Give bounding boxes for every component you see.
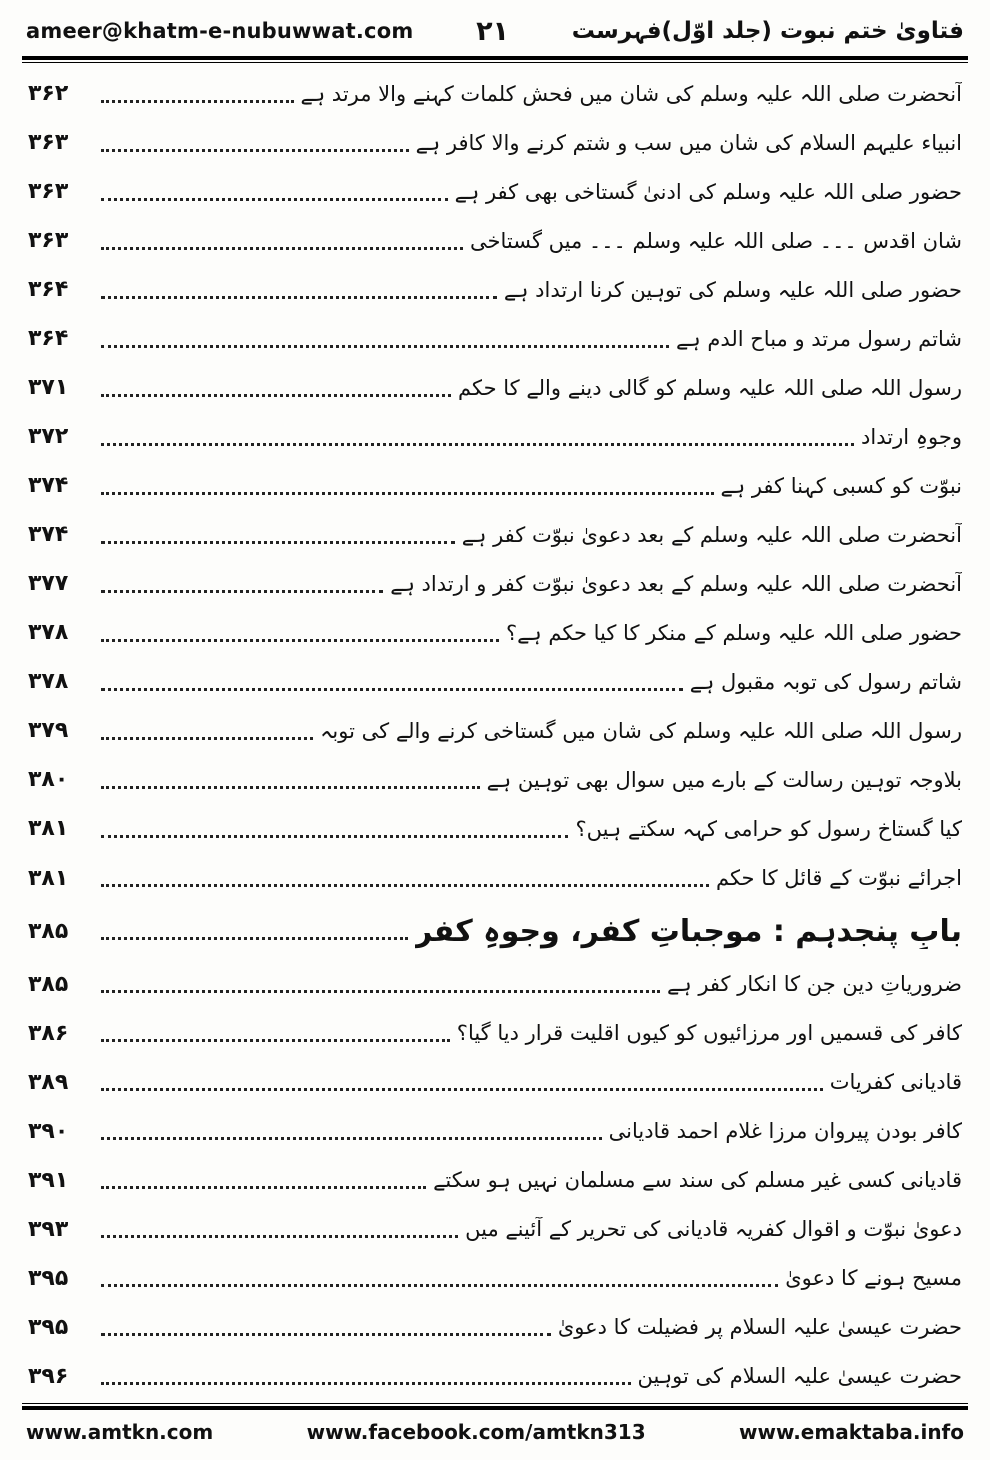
toc-entry-title: کیا گستاخِ رسول کو حرامی کہہ سکتے ہیں؟ xyxy=(575,816,962,841)
toc-entry-page-number: ۳۸۹ xyxy=(28,1069,69,1095)
header-page-number: ۲۱ xyxy=(476,15,510,47)
toc-entry-page-number: ۳۶۴ xyxy=(28,277,69,303)
toc-entry-title: آنحضرت صلی اللہ علیہ وسلم کے بعد دعویٰ نبوّت کفر و ارتداد ہے xyxy=(390,571,962,596)
page-header xyxy=(22,10,968,52)
dotted-leader xyxy=(101,1269,778,1287)
toc-entry-title: رسول اللہ صلی اللہ علیہ وسلم کی شان میں گستاخی کرنے والے کی توبہ xyxy=(320,718,962,743)
toc-entry-title: حضرت عیسیٰ علیہ السلام پر فضیلت کا دعویٰ xyxy=(557,1315,962,1340)
toc-entry xyxy=(28,1058,962,1106)
toc-entry-page-number: ۳۸۵ xyxy=(28,971,69,997)
toc-entry-title: شاتمِ رسول مرتد و مباح الدم ہے xyxy=(676,326,962,351)
toc-entry-title: حضور صلی اللہ علیہ وسلم کے منکر کا کیا حکم ہے؟ xyxy=(505,620,962,645)
toc-entry-page-number: ۳۶۳ xyxy=(28,130,69,156)
toc-entry-page-number: ۳۹۱ xyxy=(28,1167,69,1193)
toc-entry-title: حضور صلی اللہ علیہ وسلم کی ادنیٰ گستاخی بھی کفر ہے xyxy=(454,179,962,204)
toc-entry-title: بلاوجہ توہینِ رسالت کے بارے میں سوال بھی توہین ہے xyxy=(486,767,962,792)
toc-entry-page-number: ۳۷۲ xyxy=(28,424,69,450)
dotted-leader xyxy=(101,85,294,103)
dotted-leader xyxy=(101,134,409,152)
toc-entry xyxy=(28,960,962,1008)
toc-entry xyxy=(28,315,962,363)
toc-entry-title: آنحضرت صلی اللہ علیہ وسلم کے بعد دعویٰ نبوّت کفر ہے xyxy=(461,522,962,547)
dotted-leader xyxy=(101,722,313,740)
dotted-leader xyxy=(101,379,451,397)
toc-entry xyxy=(28,266,962,314)
dotted-leader xyxy=(101,1024,450,1042)
toc-entry xyxy=(28,1205,962,1253)
toc-entry xyxy=(28,805,962,853)
toc-entry-page-number: ۳۹۳ xyxy=(28,1216,69,1242)
dotted-leader xyxy=(101,1122,602,1140)
toc-entry-title: قادیانی کسی غیر مسلم کی سند سے مسلمان نہیں ہو سکتے xyxy=(433,1168,962,1193)
toc-entry xyxy=(28,707,962,755)
toc-entry xyxy=(28,1156,962,1204)
dotted-leader xyxy=(101,771,480,789)
toc-entry-title: بابِ پنجدہم : موجباتِ کفر، وجوہِ کفر xyxy=(414,913,962,949)
toc-entry xyxy=(28,70,962,118)
dotted-leader xyxy=(101,330,669,348)
toc-entry xyxy=(28,658,962,706)
toc-entry-title: مسیح ہونے کا دعویٰ xyxy=(785,1266,962,1291)
toc-entry-title: انبیاء علیہم السلام کی شان میں سب و شتم کرنے والا کافر ہے xyxy=(415,130,962,155)
toc-entry-page-number: ۳۹۰ xyxy=(28,1118,69,1144)
toc-list xyxy=(22,63,968,1403)
toc-entry-page-number: ۳۹۶ xyxy=(28,1363,69,1389)
toc-entry-title: قادیانی کفریات xyxy=(829,1070,962,1095)
footer-emaktaba-link: www.emaktaba.info xyxy=(739,1420,964,1444)
footer-amtkn-link: www.amtkn.com xyxy=(26,1420,214,1444)
toc-entry xyxy=(28,462,962,510)
toc-entry-page-number: ۳۶۲ xyxy=(28,81,69,107)
footer-facebook-link: www.facebook.com/amtkn313 xyxy=(306,1420,646,1444)
toc-entry-page-number: ۳۷۱ xyxy=(28,375,69,401)
toc-entry xyxy=(28,1009,962,1057)
dotted-leader xyxy=(101,975,660,993)
toc-entry-page-number: ۳۷۴ xyxy=(28,473,69,499)
toc-entry-title: دعویٰ نبوّت و اقوالِ کفریہ قادیانی کی تحریر کے آئینے میں xyxy=(465,1217,962,1242)
toc-entry-title: اجرائے نبوّت کے قائل کا حکم xyxy=(715,866,962,891)
toc-entry xyxy=(28,560,962,608)
toc-entry-page-number: ۳۷۸ xyxy=(28,620,69,646)
toc-entry xyxy=(28,903,962,959)
toc-entry-page-number: ۳۹۵ xyxy=(28,1314,69,1340)
dotted-leader xyxy=(101,1318,551,1336)
dotted-leader xyxy=(101,1171,426,1189)
toc-entry-title: نبوّت کو کسبی کہنا کفر ہے xyxy=(720,473,962,498)
toc-entry xyxy=(28,854,962,902)
dotted-leader xyxy=(101,232,463,250)
header-book-title: فتاویٰ ختم نبوت (جلد اوّل)فہرست xyxy=(571,18,964,44)
dotted-leader xyxy=(101,428,854,446)
toc-entry-title: آنحضرت صلی اللہ علیہ وسلم کی شان میں فحش کلمات کہنے والا مرتد ہے xyxy=(300,81,962,106)
header-double-rule xyxy=(22,56,968,63)
dotted-leader xyxy=(101,673,683,691)
toc-entry xyxy=(28,119,962,167)
header-email: ameer@khatm-e-nubuwwat.com xyxy=(26,19,414,43)
toc-entry xyxy=(28,364,962,412)
dotted-leader xyxy=(101,526,455,544)
toc-entry-page-number: ۳۸۶ xyxy=(28,1020,69,1046)
toc-entry-title: وجوہِ ارتداد xyxy=(861,424,962,449)
toc-entry xyxy=(28,1352,962,1400)
toc-entry-title: کافر کی قسمیں اور مرزائیوں کو کیوں اقلیت قرار دیا گیا؟ xyxy=(456,1021,962,1046)
dotted-leader xyxy=(101,869,709,887)
toc-entry-title: حضور صلی اللہ علیہ وسلم کی توہین کرنا ارتداد ہے xyxy=(503,277,962,302)
toc-entry-title: ضروریاتِ دین جن کا انکار کفر ہے xyxy=(667,972,962,997)
toc-entry-title: شاتمِ رسول کی توبہ مقبول ہے xyxy=(689,669,962,694)
toc-entry-page-number: ۳۷۹ xyxy=(28,718,69,744)
toc-entry-title: کافر بودن پیروانِ مرزا غلام احمد قادیانی xyxy=(608,1119,962,1144)
toc-entry-page-number: ۳۷۴ xyxy=(28,522,69,548)
dotted-leader xyxy=(101,183,448,201)
dotted-leader xyxy=(101,281,497,299)
toc-entry xyxy=(28,1303,962,1351)
toc-entry-page-number: ۳۸۱ xyxy=(28,816,69,842)
dotted-leader xyxy=(101,477,714,495)
toc-entry xyxy=(28,168,962,216)
toc-entry xyxy=(28,1254,962,1302)
toc-entry xyxy=(28,511,962,559)
dotted-leader xyxy=(101,922,408,940)
toc-entry-page-number: ۳۶۳ xyxy=(28,228,69,254)
dotted-leader xyxy=(101,575,383,593)
dotted-leader xyxy=(101,624,499,642)
toc-entry xyxy=(28,756,962,804)
toc-entry xyxy=(28,413,962,461)
toc-entry xyxy=(28,609,962,657)
toc-entry-page-number: ۳۸۰ xyxy=(28,767,69,793)
toc-entry-page-number: ۳۷۸ xyxy=(28,669,69,695)
toc-entry-title: حضرت عیسیٰ علیہ السلام کی توہین xyxy=(637,1364,962,1389)
toc-entry-title: شانِ اقدس ۔۔۔ صلی اللہ علیہ وسلم ۔۔۔ میں گستاخی xyxy=(470,228,962,253)
page-footer xyxy=(22,1410,968,1452)
toc-entry-page-number: ۳۶۴ xyxy=(28,326,69,352)
toc-entry-page-number: ۳۷۷ xyxy=(28,571,69,597)
footer-double-rule xyxy=(22,1403,968,1410)
toc-entry-page-number: ۳۸۵ xyxy=(28,918,69,944)
dotted-leader xyxy=(101,820,568,838)
dotted-leader xyxy=(101,1367,631,1385)
toc-entry-page-number: ۳۸۱ xyxy=(28,865,69,891)
toc-entry-page-number: ۳۹۵ xyxy=(28,1265,69,1291)
dotted-leader xyxy=(101,1220,458,1238)
toc-entry xyxy=(28,217,962,265)
toc-entry-page-number: ۳۶۳ xyxy=(28,179,69,205)
dotted-leader xyxy=(101,1073,823,1091)
toc-entry-title: رسول اللہ صلی اللہ علیہ وسلم کو گالی دینے والے کا حکم xyxy=(458,375,962,400)
toc-entry xyxy=(28,1107,962,1155)
